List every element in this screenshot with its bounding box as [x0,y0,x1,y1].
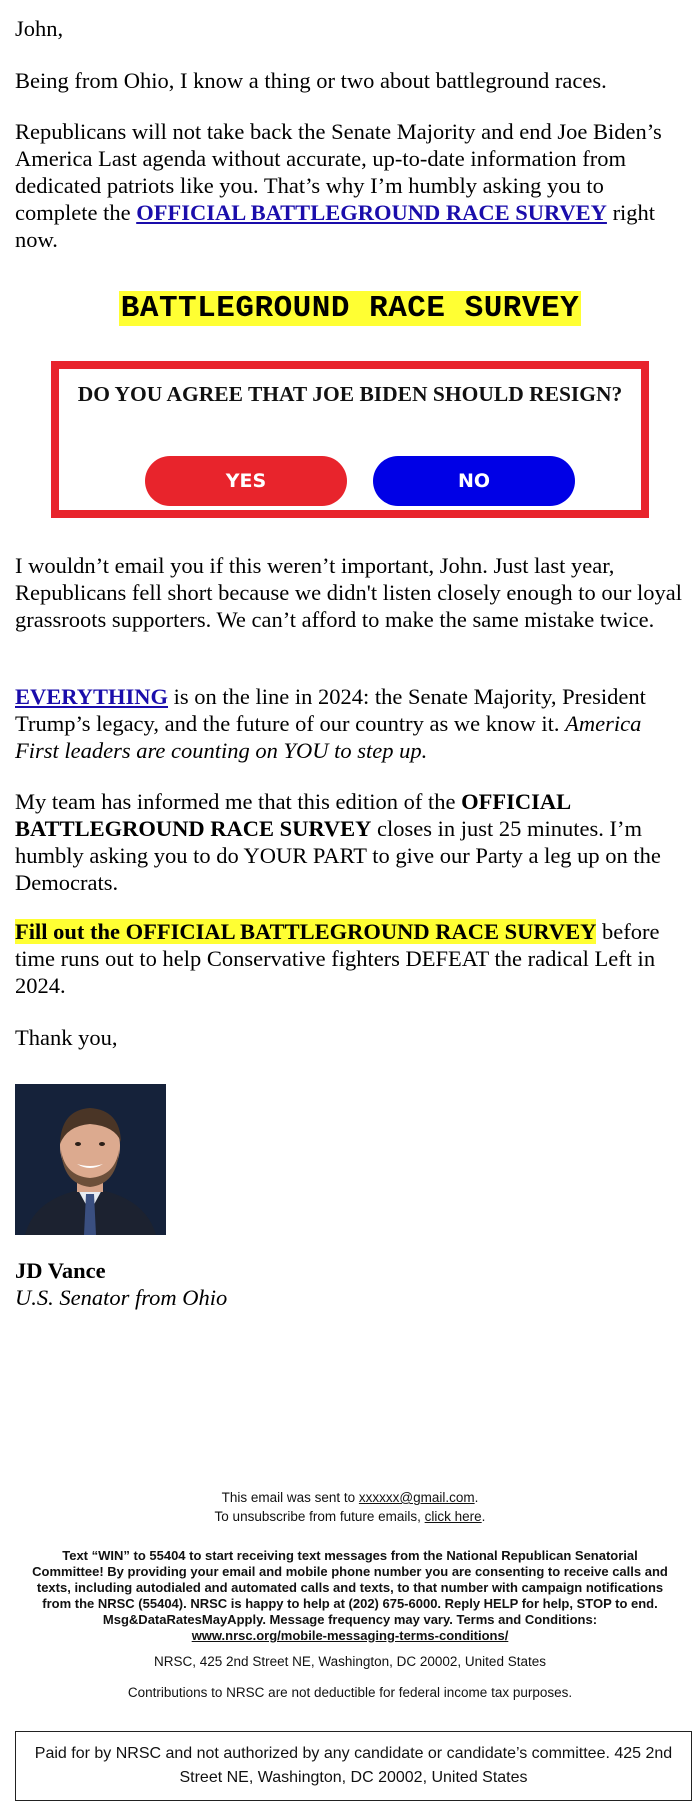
p2-text-before: Republicans will not take back the Senate Majority and end Joe Biden’s America Last agenda without accurate, up-to-date information from dedicated patriots like you. That’s why I’m humbly asking you to complete the [15,119,662,225]
p5-bold: OFFICIAL BATTLEGROUND RACE SURVEY [15,789,570,841]
sms-disclaimer [28,1548,672,1644]
sent-to-suffix: . [474,1490,479,1505]
sent-to-line [0,1488,700,1507]
signature-title: U.S. Senator from Ohio [15,1285,228,1310]
paid-for-disclaimer: Paid for by NRSC and not authorized by any candidate or candidate’s committee. 425 2nd Street NE, Washington, DC 20002, United States [15,1731,692,1801]
p4-text: is on the line in 2024: the Senate Majority, President Trump’s legacy, and the future of our country as we know it. [15,684,646,736]
survey-request-paragraph [15,118,690,253]
everything-paragraph [15,683,690,764]
unsubscribe-link[interactable]: click here [424,1509,482,1524]
everything-link[interactable]: EVERYTHING [15,684,168,709]
senator-photo [15,1084,166,1235]
unsub-suffix: . [481,1509,486,1524]
sms-text: Text “WIN” to 55404 to start receiving text messages from the National Republican Senatorial Committee! By providing your email and mobile phone number you are consenting to receive calls and texts, including autodialed and automated calls and texts, to that number with campaign notifications from the NRSC (55404). NRSC is happy to help at (202) 675-6000. Reply HELP for help, STOP to end. Msg&DataRatesMayApply. Message frequency may vary. Terms and Conditions: [32,1548,668,1627]
tax-notice: Contributions to NRSC are not deductible for federal income tax purposes. [127,1685,573,1700]
closing: Thank you, [15,1025,118,1050]
survey-link[interactable]: OFFICIAL BATTLEGROUND RACE SURVEY [136,200,607,225]
p6-text: before time runs out to help Conservative fighters DEFEAT the radical Left in 2024. [15,919,660,998]
yes-button[interactable]: YES [145,456,347,506]
sms-terms-link[interactable]: www.nrsc.org/mobile-messaging-terms-conditions/ [191,1628,509,1643]
deadline-paragraph [15,788,690,896]
no-button[interactable]: NO [373,456,575,506]
cta-highlight: Fill out the OFFICIAL BATTLEGROUND RACE SURVEY [15,919,597,944]
survey-question: DO YOU AGREE THAT JOE BIDEN SHOULD RESIGN? [77,382,623,406]
signature-name: JD Vance [15,1258,106,1283]
sent-to-prefix: This email was sent to [221,1490,359,1505]
p4-italic: America First leaders are counting on YOU to step up. [15,711,642,763]
greeting: John, [15,16,64,41]
unsubscribe-line [0,1507,700,1526]
portrait-illustration [15,1084,166,1235]
call-to-action-paragraph [15,918,690,999]
p2-text-after: right now. [15,200,656,252]
survey-box [51,361,649,518]
address-line: NRSC, 425 2nd Street NE, Washington, DC 20002, United States [154,1654,546,1669]
unsub-prefix: To unsubscribe from future emails, [214,1509,425,1524]
p5-text-after: closes in just 25 minutes. I’m humbly asking you to do YOUR PART to give our Party a leg up on the Democrats. [15,816,661,895]
importance-paragraph: I wouldn’t email you if this weren’t important, John. Just last year, Republicans fell short because we didn't listen closely enough to our loyal grassroots supporters. We can’t afford to make the same mistake twice. [15,553,683,632]
survey-title-text: BATTLEGROUND RACE SURVEY [120,291,580,326]
intro-paragraph: Being from Ohio, I know a thing or two about battleground races. [15,68,607,93]
recipient-email[interactable]: xxxxxx@gmail.com [358,1490,475,1505]
p5-text-before: My team has informed me that this edition of the [15,789,462,814]
survey-title [0,288,700,330]
